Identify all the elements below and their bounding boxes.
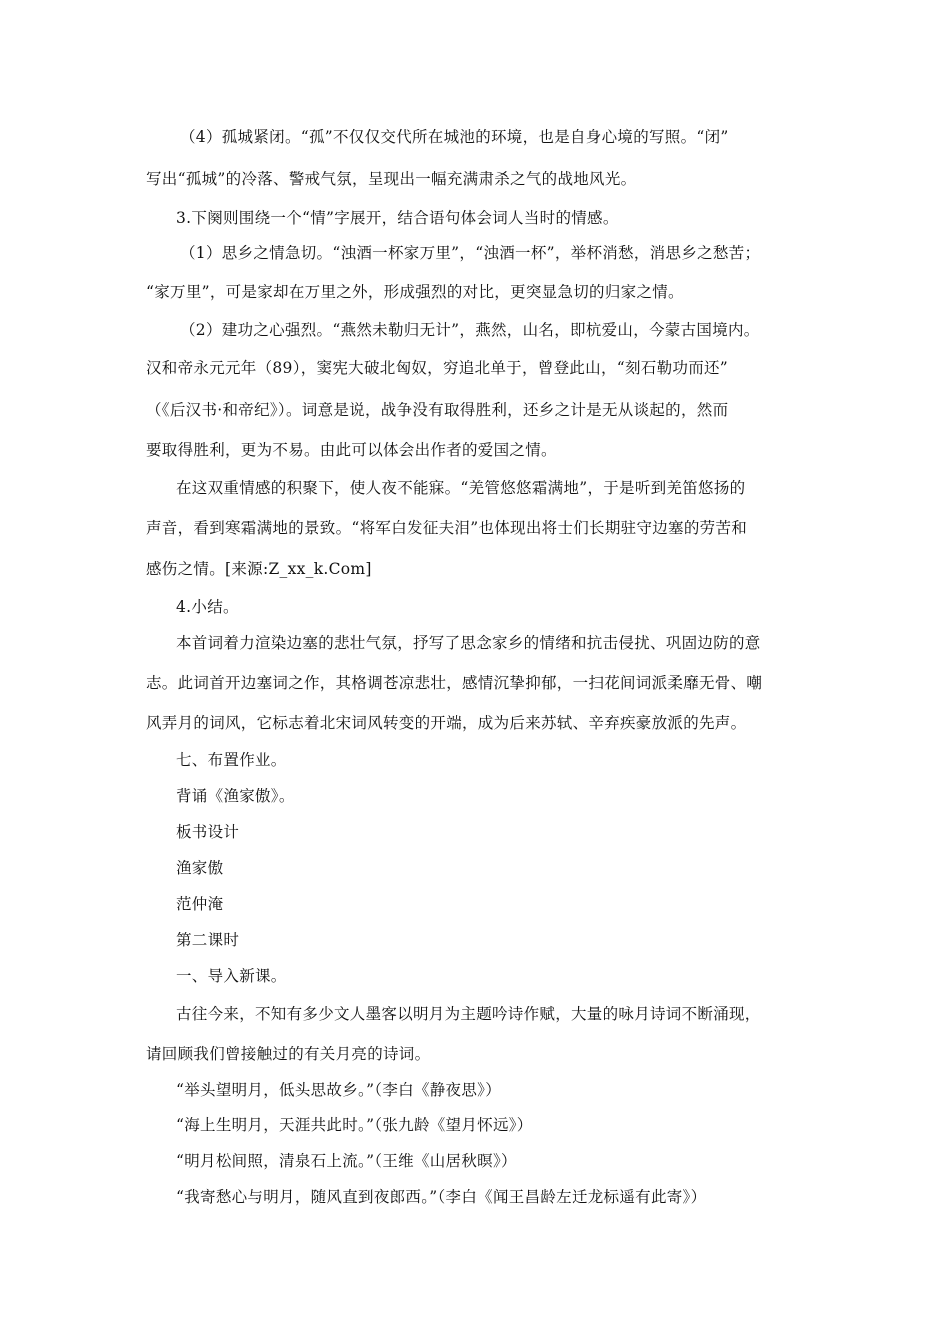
paragraph-line: 请回顾我们曾接触过的有关月亮的诗词。: [146, 1045, 431, 1063]
paragraph-line: 在这双重情感的积聚下，使人夜不能寐。“羌管悠悠霜满地”，于是听到羌笛悠扬的: [176, 479, 746, 497]
poem-quote: “举头望明月，低头思故乡。”（李白《静夜思》）: [176, 1081, 501, 1099]
paragraph-line: 背诵《渔家傲》。: [176, 787, 295, 805]
board-author: 范仲淹: [176, 895, 224, 913]
paragraph-line: 志。此词首开边塞词之作，其格调苍凉悲壮，感情沉挚抑郁，一扫花间词派柔靡无骨、嘲: [146, 674, 763, 692]
paragraph-line: （4）孤城紧闭。“孤”不仅仅交代所在城池的环境，也是自身心境的写照。“闭”: [180, 128, 729, 146]
section-heading: 第二课时: [176, 931, 240, 949]
paragraph-line: 3.下阕则围绕一个“情”字展开，结合语句体会词人当时的情感。: [176, 209, 619, 227]
section-heading: 板书设计: [176, 823, 240, 841]
paragraph-line: 要取得胜利，更为不易。由此可以体会出作者的爱国之情。: [146, 441, 557, 459]
paragraph-line: 本首词着力渲染边塞的悲壮气氛，抒写了思念家乡的情绪和抗击侵扰、巩固边防的意: [176, 634, 761, 652]
paragraph-line: 汉和帝永元元年（89），窦宪大破北匈奴，穷追北单于，曾登此山，“刻石勒功而还”: [146, 359, 729, 377]
board-title: 渔家傲: [176, 859, 224, 877]
poem-quote: “海上生明月，天涯共此时。”（张九龄《望月怀远》）: [176, 1116, 533, 1134]
poem-quote: “明月松间照，清泉石上流。”（王维《山居秋暝》）: [176, 1152, 517, 1170]
paragraph-line: 感伤之情。[来源:Z_xx_k.Com]: [146, 560, 372, 578]
section-heading: 一、导入新课。: [176, 967, 287, 985]
paragraph-line: 古往今来，不知有多少文人墨客以明月为主题吟诗作赋，大量的咏月诗词不断涌现，: [176, 1005, 761, 1023]
paragraph-line: （2）建功之心强烈。“燕然未勒归无计”，燕然，山名，即杭爱山，今蒙古国境内。: [180, 321, 760, 339]
paragraph-line: （1）思乡之情急切。“浊酒一杯家万里”，“浊酒一杯”，举杯消愁，消思乡之愁苦；: [180, 244, 761, 262]
paragraph-line: 风弄月的词风，它标志着北宋词风转变的开端，成为后来苏轼、辛弃疾豪放派的先声。: [146, 714, 747, 732]
paragraph-line: “家万里”，可是家却在万里之外，形成强烈的对比，更突显急切的归家之情。: [146, 283, 684, 301]
paragraph-line: 声音，看到寒霜满地的景致。“将军白发征夫泪”也体现出将士们长期驻守边塞的劳苦和: [146, 519, 748, 537]
section-heading: 七、布置作业。: [176, 751, 287, 769]
poem-quote: “我寄愁心与明月，随风直到夜郎西。”（李白《闻王昌龄左迁龙标遥有此寄》）: [176, 1188, 707, 1206]
paragraph-line: （《后汉书·和帝纪》）。词意是说，战争没有取得胜利，还乡之计是无从谈起的，然而: [146, 401, 729, 419]
paragraph-heading: 4.小结。: [176, 598, 239, 616]
paragraph-line: 写出“孤城”的冷落、警戒气氛，呈现出一幅充满肃杀之气的战地风光。: [146, 170, 637, 188]
